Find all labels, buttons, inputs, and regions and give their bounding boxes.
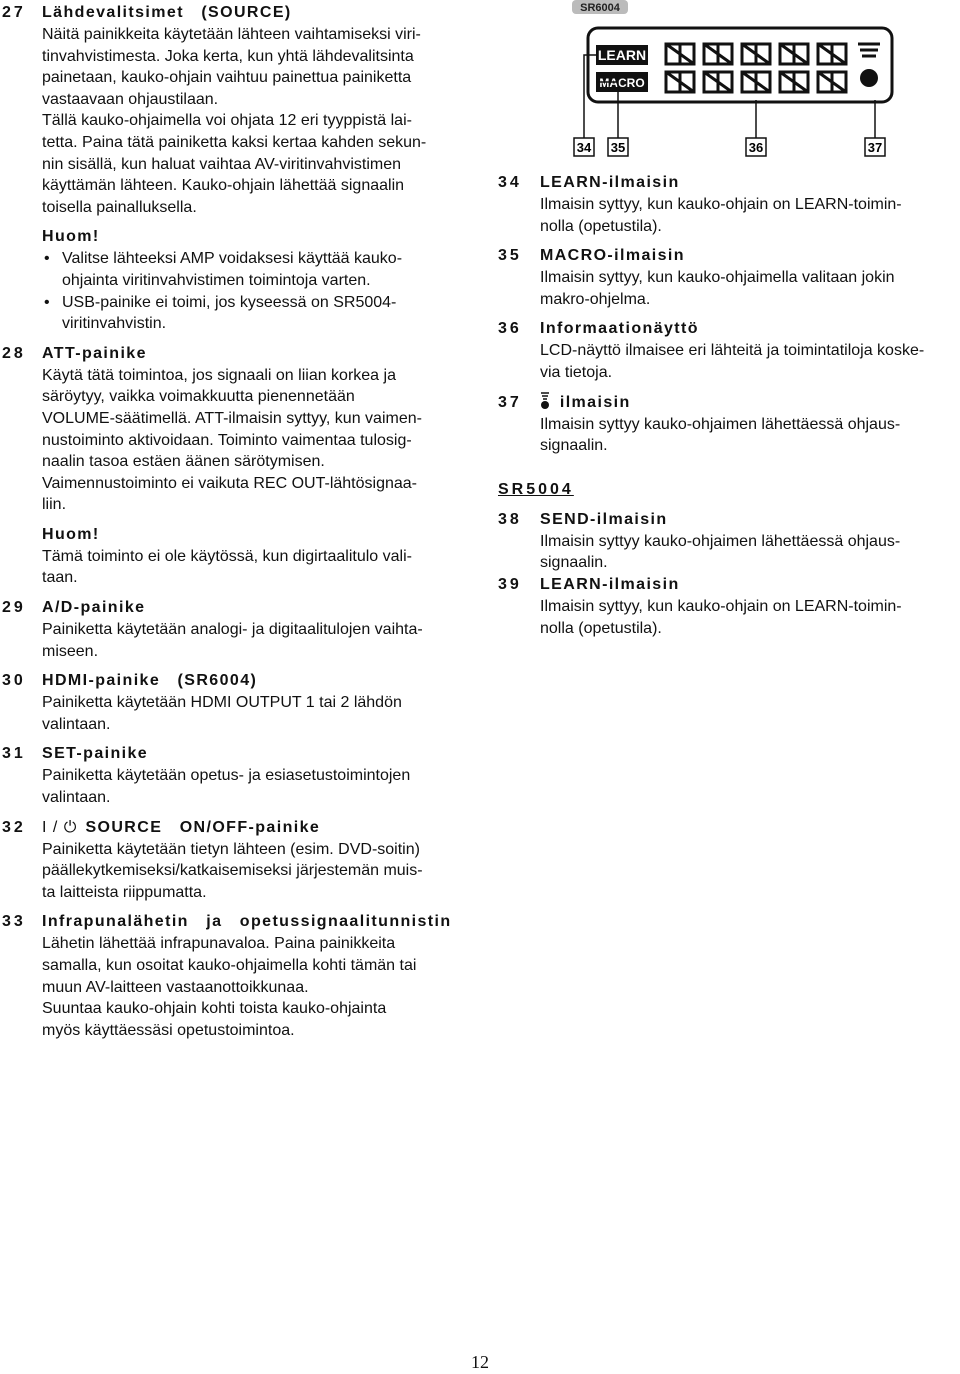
item-text: Ilmaisin syttyy, kun kauko-ohjaimella valitaan jokin makro-ohjelma.	[540, 269, 895, 308]
model-label: SR6004	[580, 2, 620, 14]
item-number: 30	[2, 672, 26, 690]
item-number: 31	[2, 745, 26, 763]
item-number: 36	[498, 320, 522, 338]
item-27	[0, 2, 470, 335]
item-text: Näitä painikkeita käytetään lähteen vaihtamiseksi viri- tinvahvistimesta. Joka kerta, kun yhtä lähdevalitsinta painetaan, kauko-ohjain vaihtuu painettua painiketta vastaavaan ohjaustilaan. Tällä kauko-ohjaimella voi ohjata 12 eri tyyppistä lai- tetta. Paina tätä painiketta kaksi kertaa kahden sekun- nin sisällä, kun haluat vaihtaa AV-viritinvahvistimen käyttämän lähteen. Kauko-ohjain lähettää signaalin toisella painalluksella.	[42, 26, 427, 216]
item-heading: Lähdevalitsimet (SOURCE)	[42, 4, 292, 21]
item-text: Ilmaisin syttyy, kun kauko-ohjain on LEARN-toimin- nolla (opetustila).	[540, 196, 902, 235]
segment-display	[666, 44, 846, 92]
item-heading-row	[540, 392, 960, 414]
note-bullet: • Valitse lähteeksi AMP voidaksesi käyttää kauko- ohjainta viritinvahvistimen toimintoja varten.	[44, 250, 403, 289]
item-text: LCD-näyttö ilmaisee eri lähteitä ja toimintatiloja koske- via tietoja.	[540, 342, 925, 381]
item-heading: Informaationäyttö	[540, 320, 699, 338]
item-text: Painiketta käytetään analogi- ja digitaalitulojen vaihta- miseen.	[42, 621, 423, 660]
note-label: Huom!	[42, 525, 100, 543]
item-text: Ilmaisin syttyy, kun kauko-ohjain on LEARN-toimin- nolla (opetustila).	[540, 597, 902, 637]
callout-34	[574, 138, 594, 156]
item-number: 29	[2, 599, 26, 617]
callout-number: 36	[748, 140, 764, 155]
item-38	[498, 509, 960, 574]
item-29	[0, 597, 470, 662]
model-badge	[572, 0, 628, 14]
item-number: 28	[2, 344, 26, 362]
segment-digit	[818, 44, 846, 92]
item-text: Lähetin lähettää infrapunavaloa. Paina painikkeita samalla, kun osoitat kauko-ohjaimella kohti tämän tai muun AV-laitteen vastaanottoikkunaa. Suuntaa kauko-ohjain kohti toista kauko-ohjainta myös käyttäessäsi opetustoimintoa.	[42, 935, 417, 1039]
segment-digit	[742, 44, 770, 92]
signal-indicator-icon	[858, 44, 880, 87]
item-heading: HDMI-painike (SR6004)	[42, 672, 258, 690]
segment-digit	[704, 44, 732, 92]
learn-label: LEARN	[597, 47, 647, 63]
item-number: 27	[2, 4, 26, 21]
item-33	[0, 911, 470, 1041]
item-heading: A/D-painike	[42, 599, 146, 617]
note-bullet: • USB-painike ei toimi, jos kyseessä on SR5004- viritinvahvistin.	[44, 293, 397, 333]
callout-37	[865, 138, 885, 156]
callout-lines	[584, 55, 875, 138]
item-number: 33	[2, 913, 26, 931]
macro-label: MACRO	[599, 76, 645, 90]
note-text: Tämä toiminto ei ole käytössä, kun digirtaalitulo vali- taan.	[42, 547, 412, 587]
segment-digit	[780, 44, 808, 92]
callout-number: 37	[867, 140, 883, 155]
item-39	[498, 574, 960, 639]
callout-35	[608, 138, 628, 156]
item-34	[498, 172, 960, 237]
left-column	[0, 0, 470, 1041]
callout-number: 34	[576, 140, 592, 155]
right-column	[498, 172, 960, 639]
section-heading-sr5004: SR5004	[498, 480, 574, 498]
item-28	[0, 343, 470, 589]
segment-digit	[666, 44, 694, 92]
item-text: Ilmaisin syttyy kauko-ohjaimen lähettäessä ohjaus- signaalin.	[540, 532, 901, 572]
item-text: Painiketta käytetään opetus- ja esiasetustoimintojen valintaan.	[42, 767, 411, 807]
item-35	[498, 245, 960, 310]
item-text: Ilmaisin syttyy kauko-ohjaimen lähettäessä ohjaus- signaalin.	[540, 415, 901, 455]
callout-number: 35	[610, 140, 626, 155]
item-number: 34	[498, 174, 522, 191]
page-number: 12	[471, 1352, 489, 1372]
item-32	[0, 817, 470, 904]
item-heading: LEARN-ilmaisin	[540, 575, 680, 593]
item-37	[498, 392, 960, 457]
item-heading: SEND-ilmaisin	[540, 510, 668, 528]
item-36	[498, 318, 960, 383]
item-heading: LEARN-ilmaisin	[540, 174, 680, 191]
item-number: 38	[498, 510, 522, 528]
item-text: Painiketta käytetään tietyn lähteen (esim. DVD-soitin) päällekytkemiseksi/katkaisemiseksi järjestemän muis- ta laitteista riippumatta.	[42, 840, 423, 901]
item-number: 39	[498, 575, 522, 593]
item-text: Käytä tätä toimintoa, jos signaali on liian korkea ja säröytyy, vaikka voimakkuutta pienennetään VOLUME-säätimellä. ATT-ilmaisin syttyy, kun vaimen- nustoiminto aktivoidaan. Toiminto vaimentaa tulosig- naalin tasoa estäen äänen särötymisen. Vaimennustoiminto ei vaikuta REC OUT-lähtösignaa- liin.	[42, 366, 422, 514]
note-label: Huom!	[42, 228, 100, 246]
item-text: Painiketta käytetään HDMI OUTPUT 1 tai 2 lähdön valintaan.	[42, 694, 402, 733]
power-toggle-icon: I / ⏻	[42, 818, 78, 836]
item-heading: ilmaisin	[559, 393, 631, 411]
item-heading: Infrapunalähetin ja opetussignaalitunnistin	[42, 913, 452, 931]
item-number: 37	[498, 393, 522, 411]
item-heading: MACRO-ilmaisin	[540, 247, 685, 265]
item-31	[0, 743, 470, 808]
learn-indicator	[596, 45, 648, 65]
item-heading: SOURCE ON/OFF-painike	[85, 818, 321, 836]
item-heading: SET-painike	[42, 745, 149, 763]
item-heading: ATT-painike	[42, 344, 147, 362]
transmit-indicator-icon	[540, 392, 550, 410]
remote-display-figure	[570, 0, 900, 160]
item-heading-row	[42, 817, 470, 839]
callout-36	[746, 138, 766, 156]
item-number: 35	[498, 247, 522, 265]
item-30	[0, 670, 470, 735]
item-number: 32	[2, 818, 26, 836]
